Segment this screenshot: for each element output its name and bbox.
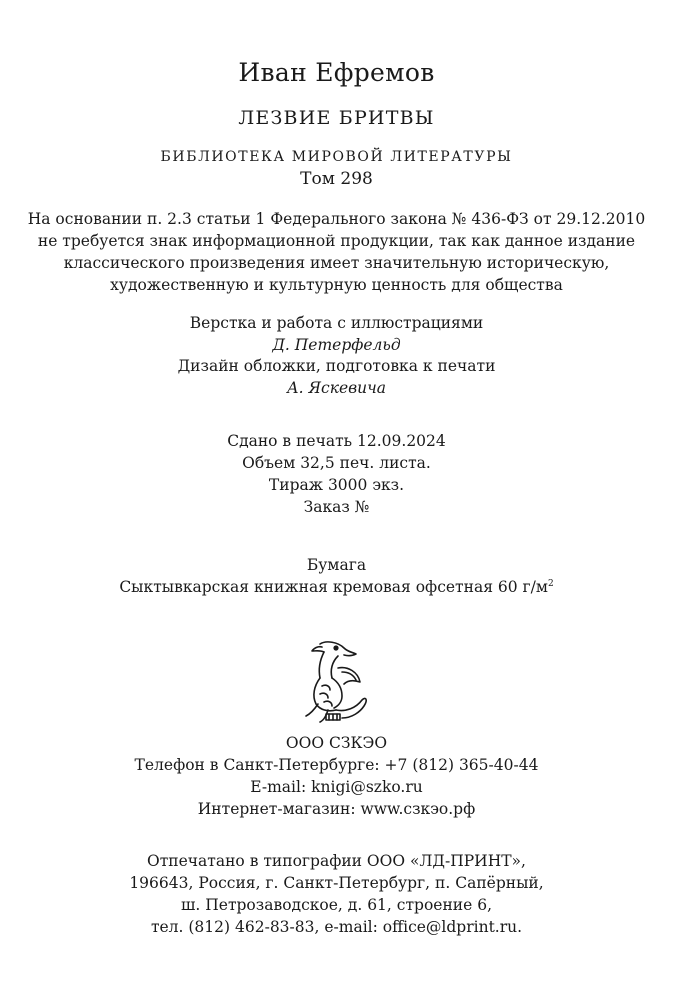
book-title: ЛЕЗВИЕ БРИТВЫ xyxy=(238,107,435,129)
printer-line: 196643, Россия, г. Санкт-Петербург, п. Сапёрный, xyxy=(129,874,544,892)
author-name: Иван Ефремов xyxy=(238,58,435,87)
paper-info xyxy=(0,554,673,598)
publisher-email: E-mail: knigi@szko.ru xyxy=(250,778,423,796)
legal-notice-line: не требуется знак информационной продукции, так как данное издание xyxy=(37,232,636,250)
volume-number: Том 298 xyxy=(300,169,373,189)
credit-role: Верстка и работа с иллюстрациями xyxy=(189,314,484,332)
printing-date: Сдано в печать 12.09.2024 xyxy=(227,432,446,450)
legal-notice-line: классического произведения имеет значительную историческую, xyxy=(63,254,610,272)
credit-name: А. Яскевича xyxy=(286,379,387,397)
dragon-emblem-icon xyxy=(298,638,374,724)
credit-layout xyxy=(0,312,673,356)
printer-line: тел. (812) 462-83-83, e-mail: office@ldprint.ru. xyxy=(150,918,523,936)
printer-info xyxy=(0,850,673,938)
publisher-name: ООО СЗКЭО xyxy=(285,734,388,752)
legal-notice-line: художественную и культурную ценность для общества xyxy=(110,276,563,294)
paper-unit-superscript: 2 xyxy=(547,578,554,589)
printing-volume: Объем 32,5 печ. листа. xyxy=(242,454,431,472)
credit-cover xyxy=(0,355,673,399)
publisher-shop: Интернет-магазин: www.сзкэо.рф xyxy=(197,800,476,818)
legal-notice-line: На основании п. 2.3 статьи 1 Федерального закона № 436-ФЗ от 29.12.2010 xyxy=(27,210,646,228)
paper-description xyxy=(0,576,673,598)
publisher-phone: Телефон в Санкт-Петербурге: +7 (812) 365-40-44 xyxy=(134,756,539,774)
publisher-info xyxy=(0,732,673,820)
legal-notice xyxy=(0,208,673,296)
printer-line: Отпечатано в типографии ООО «ЛД-ПРИНТ», xyxy=(147,852,526,870)
credit-role: Дизайн обложки, подготовка к печати xyxy=(177,357,496,375)
series-name: БИБЛИОТЕКА МИРОВОЙ ЛИТЕРАТУРЫ xyxy=(160,149,513,165)
paper-description-text: Сыктывкарская книжная кремовая офсетная 60 г/м xyxy=(119,578,548,596)
paper-label: Бумага xyxy=(306,556,367,574)
credit-name: Д. Петерфельд xyxy=(272,336,401,354)
printing-info xyxy=(0,430,673,518)
printing-order: Заказ № xyxy=(303,498,370,516)
printing-run: Тираж 3000 экз. xyxy=(268,476,405,494)
printer-line: ш. Петрозаводское, д. 61, строение 6, xyxy=(180,896,492,914)
